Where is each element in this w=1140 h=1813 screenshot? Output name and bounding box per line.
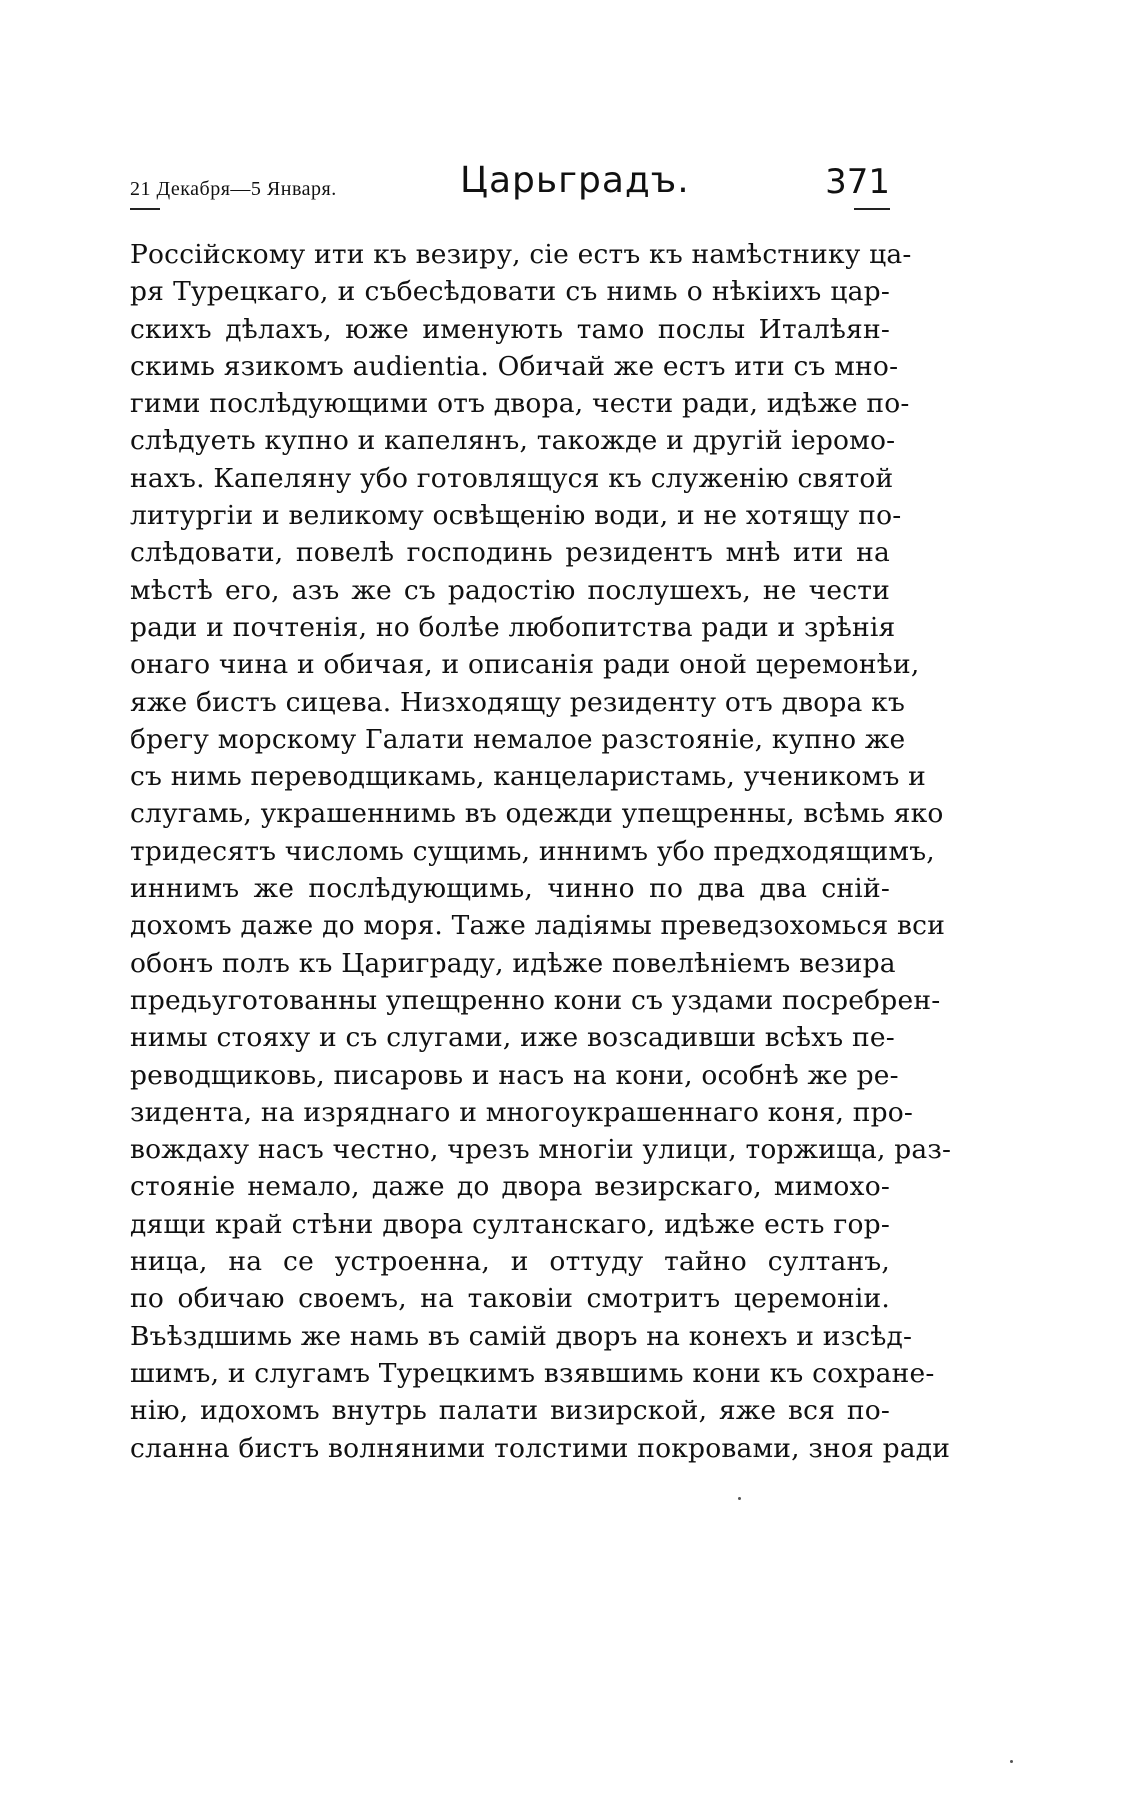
text-line: иннимъ же послѣдующимь, чинно по два два снiй- <box>130 873 890 905</box>
text-line: предьуготованны упещренно кони съ уздами посребрен- <box>130 984 941 1016</box>
text-line: тридесятъ числомь сущимь, иннимъ убо предходящимъ, <box>130 835 935 867</box>
text-line: ница, на се устроенна, и оттуду тайно султанъ, <box>130 1246 890 1278</box>
running-head-date-range: 21 Декабря—5 Января. <box>130 178 337 200</box>
text-line: онаго чина и обичая, и описанія ради оной церемонѣи, <box>130 649 920 681</box>
text-line: шимъ, и слугамъ Турецкимъ взявшимь кони къ сохране- <box>130 1357 935 1389</box>
text-line: вождаху насъ честно, чрезъ многіи улици, торжища, раз- <box>130 1134 952 1166</box>
page-number: 371 <box>825 162 890 202</box>
text-line: литургіи и великому освѣщенію води, и не хотящу по- <box>130 500 902 532</box>
text-line: скимь язикомъ audientia. Обичай же естъ ити съ мно- <box>130 350 899 382</box>
body-text <box>130 236 952 1467</box>
text-line: нію, идохомъ внутрь палати визирской, яже вся по- <box>130 1395 890 1427</box>
text-line: слѣдуеть купно и капелянъ, такожде и другій іеромо- <box>130 425 896 457</box>
text-line: нахъ. Капеляну убо готовлящуся къ служенію святой <box>130 462 894 494</box>
text-line: яже бистъ сицева. Низходящу резиденту отъ двора къ <box>130 686 906 718</box>
text-line: скихъ дѣлахъ, юже именують тамо послы Италѣян- <box>130 313 890 345</box>
text-line: Въѣздшимь же намь въ самій дворъ на конехъ и изсѣд- <box>130 1320 913 1352</box>
text-line: стояніе немало, даже до двора везирскаго, мимохо- <box>130 1171 890 1203</box>
scan-speck <box>738 1497 741 1500</box>
scan-speck <box>1010 1760 1013 1763</box>
text-line: обонъ полъ къ Цариграду, идѣже повелѣніемъ везира <box>130 947 896 979</box>
header-rule-right <box>854 208 890 210</box>
text-line: ря Турецкаго, и събесѣдовати съ нимь о нѣкіихъ цар- <box>130 276 890 308</box>
text-line: зидента, на изряднаго и многоукрашеннаго коня, про- <box>130 1096 914 1128</box>
text-line: слугамь, украшеннимь въ одежди упещренны, всѣмь яко <box>130 798 944 830</box>
text-line: дящи край стѣни двора султанскаго, идѣже есть гор- <box>130 1208 890 1240</box>
text-line: брегу морскому Галати немалое разстояніе, купно же <box>130 723 906 755</box>
text-line: по обичаю своемъ, на таковіи смотритъ церемоніи. <box>130 1283 890 1315</box>
text-line: дохомъ даже до моря. Таже ладіямы преведзохомься вси <box>130 910 946 942</box>
text-line: ради и почтенія, но болѣе любопитства ради и зрѣнія <box>130 611 896 643</box>
text-line: гими послѣдующими отъ двора, чести ради, идѣже по- <box>130 388 910 420</box>
text-line: нимы стояху и съ слугами, иже возсадивши всѣхъ пе- <box>130 1022 895 1054</box>
header-rule-left <box>130 208 160 210</box>
text-line: мѣстѣ его, азъ же съ радостію послушехъ, не чести <box>130 574 890 606</box>
text-line: слѣдовати, повелѣ господинь резидентъ мнѣ ити на <box>130 537 890 569</box>
text-line: реводщиковь, писаровь и насъ на кони, особнѣ же ре- <box>130 1059 899 1091</box>
text-line: съ нимь переводщикамь, канцеларистамь, ученикомъ и <box>130 761 927 793</box>
text-line: Россійскому ити къ везиру, сіе естъ къ намѣстнику ца- <box>130 239 912 270</box>
running-head <box>130 160 890 210</box>
running-head-title: Царьградъ. <box>460 160 690 201</box>
text-line: сланна бистъ волняними толстими покровами, зноя ради <box>130 1432 951 1464</box>
